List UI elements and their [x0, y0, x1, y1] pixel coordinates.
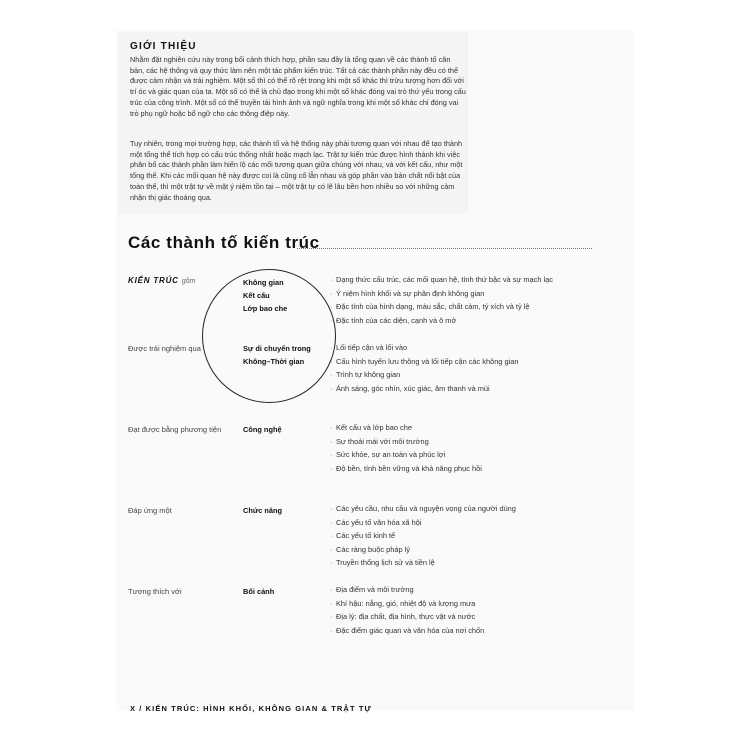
- group-label-achieved: Đạt được bằng phương tiện: [128, 425, 222, 434]
- group-label-suffix: gồm: [181, 278, 196, 285]
- intro-heading: GIỚI THIỆU: [130, 41, 197, 52]
- list-item: · Dạng thức cấu trúc, các mối quan hệ, tính thứ bậc và sự mạch lạc: [330, 275, 553, 284]
- list-item: · Các ràng buộc pháp lý: [330, 544, 410, 554]
- term-context: Bối cảnh: [243, 587, 275, 596]
- term-technology: Công nghệ: [243, 425, 282, 434]
- list-item: · Đặc tính của hình dạng, màu sắc, chất cảm, tỷ xích và tỷ lệ: [330, 302, 530, 311]
- list-item: · Các yêu cầu, nhu cầu và nguyện vọng của người dùng: [330, 504, 516, 513]
- list-item: · Sức khỏe, sự an toàn và phúc lợi: [330, 450, 446, 459]
- bullet-list-experienced: [330, 341, 518, 395]
- list-item: · Ý niệm hình khối và sự phân định không gian: [330, 288, 485, 298]
- term-space: Không gian: [243, 278, 284, 287]
- page-footer: X / KIẾN TRÚC: HÌNH KHỐI, KHÔNG GIAN & TRẬT TỰ: [130, 704, 372, 713]
- term-space-time: Không–Thời gian: [243, 357, 305, 366]
- list-item: · Các yếu tố văn hóa xã hội: [330, 517, 422, 527]
- term-function: Chức năng: [243, 506, 283, 515]
- section-title: Các thành tố kiến trúc: [128, 233, 320, 252]
- list-item: · Kết cấu và lớp bao che: [330, 423, 412, 432]
- list-item: · Địa lý: địa chất, địa hình, thực vật và nước: [330, 612, 476, 621]
- bullet-list-compatible: [330, 583, 484, 637]
- intro-paragraph-1: Nhằm đặt nghiên cứu này trong bối cảnh thích hợp, phần sau đây là tổng quan về các thành tố căn bản, các hệ thống và quy thức làm nên một tác phẩm kiến trúc. Tất cả các thành phần này đều có thể được cảm nhận và trải nghiệm. Một số thì có thể rõ rệt trong khi một số khác thì trừu tượng hơn đối với trí óc và giác quan của ta. Một số có thể là chủ đạo trong khi một số khác đóng vai trò thứ yếu trong cấu trúc của công trình. Một số có thể truyền tải hình ảnh và ngữ nghĩa trong khi một số khác chỉ đóng vai trò phụ ngữ hoặc bổ ngữ cho các thông điệp này.: [130, 55, 466, 118]
- list-item: · Đặc điểm giác quan và văn hóa của nơi chốn: [330, 625, 485, 635]
- term-movement: Sự di chuyển trong: [243, 344, 311, 353]
- list-item: · Độ bền, tính bền vững và khả năng phục hồi: [330, 463, 482, 473]
- list-item: · Các yếu tố kinh tế: [330, 531, 396, 540]
- list-item: · Địa điểm và môi trường: [330, 585, 414, 594]
- group-label-compatible: Tương thích với: [128, 587, 182, 596]
- group-label-text: KIẾN TRÚC: [128, 276, 179, 285]
- term-structure: Kết cấu: [243, 291, 270, 300]
- architecture-circle: [202, 269, 336, 403]
- list-item: · Trình tự không gian: [330, 370, 401, 379]
- bullet-list-fulfilling: [330, 502, 516, 570]
- list-item: · Lối tiếp cận và lối vào: [330, 343, 408, 352]
- list-item: · Đặc tính của các diện, cạnh và ô mở: [330, 315, 457, 325]
- list-item: · Khí hậu: nắng, gió, nhiệt độ và lượng mưa: [330, 598, 476, 608]
- group-label-architecture: [128, 276, 195, 285]
- group-label-experienced: Được trải nghiệm qua: [128, 344, 201, 353]
- intro-paragraph-2: Tuy nhiên, trong mọi trường hợp, các thành tố và hệ thống này phải tương quan với nhau để tạo thành một tổng thể tích hợp có cấu trúc thống nhất hoặc mạch lạc. Trật tự kiến trúc được hình thành khi việc phân bổ các thành phần làm hiển lộ các mối tương quan giữa chúng với nhau, và với kết cấu, như một tổng thể. Khi các mối quan hệ này được coi là cũng cố lẫn nhau và góp phần vào bản chất nổi bật của toàn thể, thì một trật tự về mặt ý niệm tồn tại – một trật tự có lẽ lâu bền hơn nhiều so với những cảm nhận thị giác thoáng qua.: [130, 139, 463, 202]
- term-enclosure: Lớp bao che: [243, 304, 288, 313]
- title-dotted-rule: [297, 248, 592, 249]
- list-item: · Sự thoải mái với môi trường: [330, 436, 429, 446]
- bullet-list-achieved: [330, 421, 482, 475]
- bullet-list-architecture: [330, 273, 553, 327]
- list-item: · Cấu hình tuyến lưu thông và lối tiếp cận các không gian: [330, 356, 519, 366]
- list-item: · Truyền thống lịch sử và tiền lệ: [330, 558, 435, 567]
- list-item: · Ánh sáng, góc nhìn, xúc giác, âm thanh và mùi: [330, 383, 490, 393]
- group-label-fulfilling: Đáp ứng một: [128, 506, 172, 515]
